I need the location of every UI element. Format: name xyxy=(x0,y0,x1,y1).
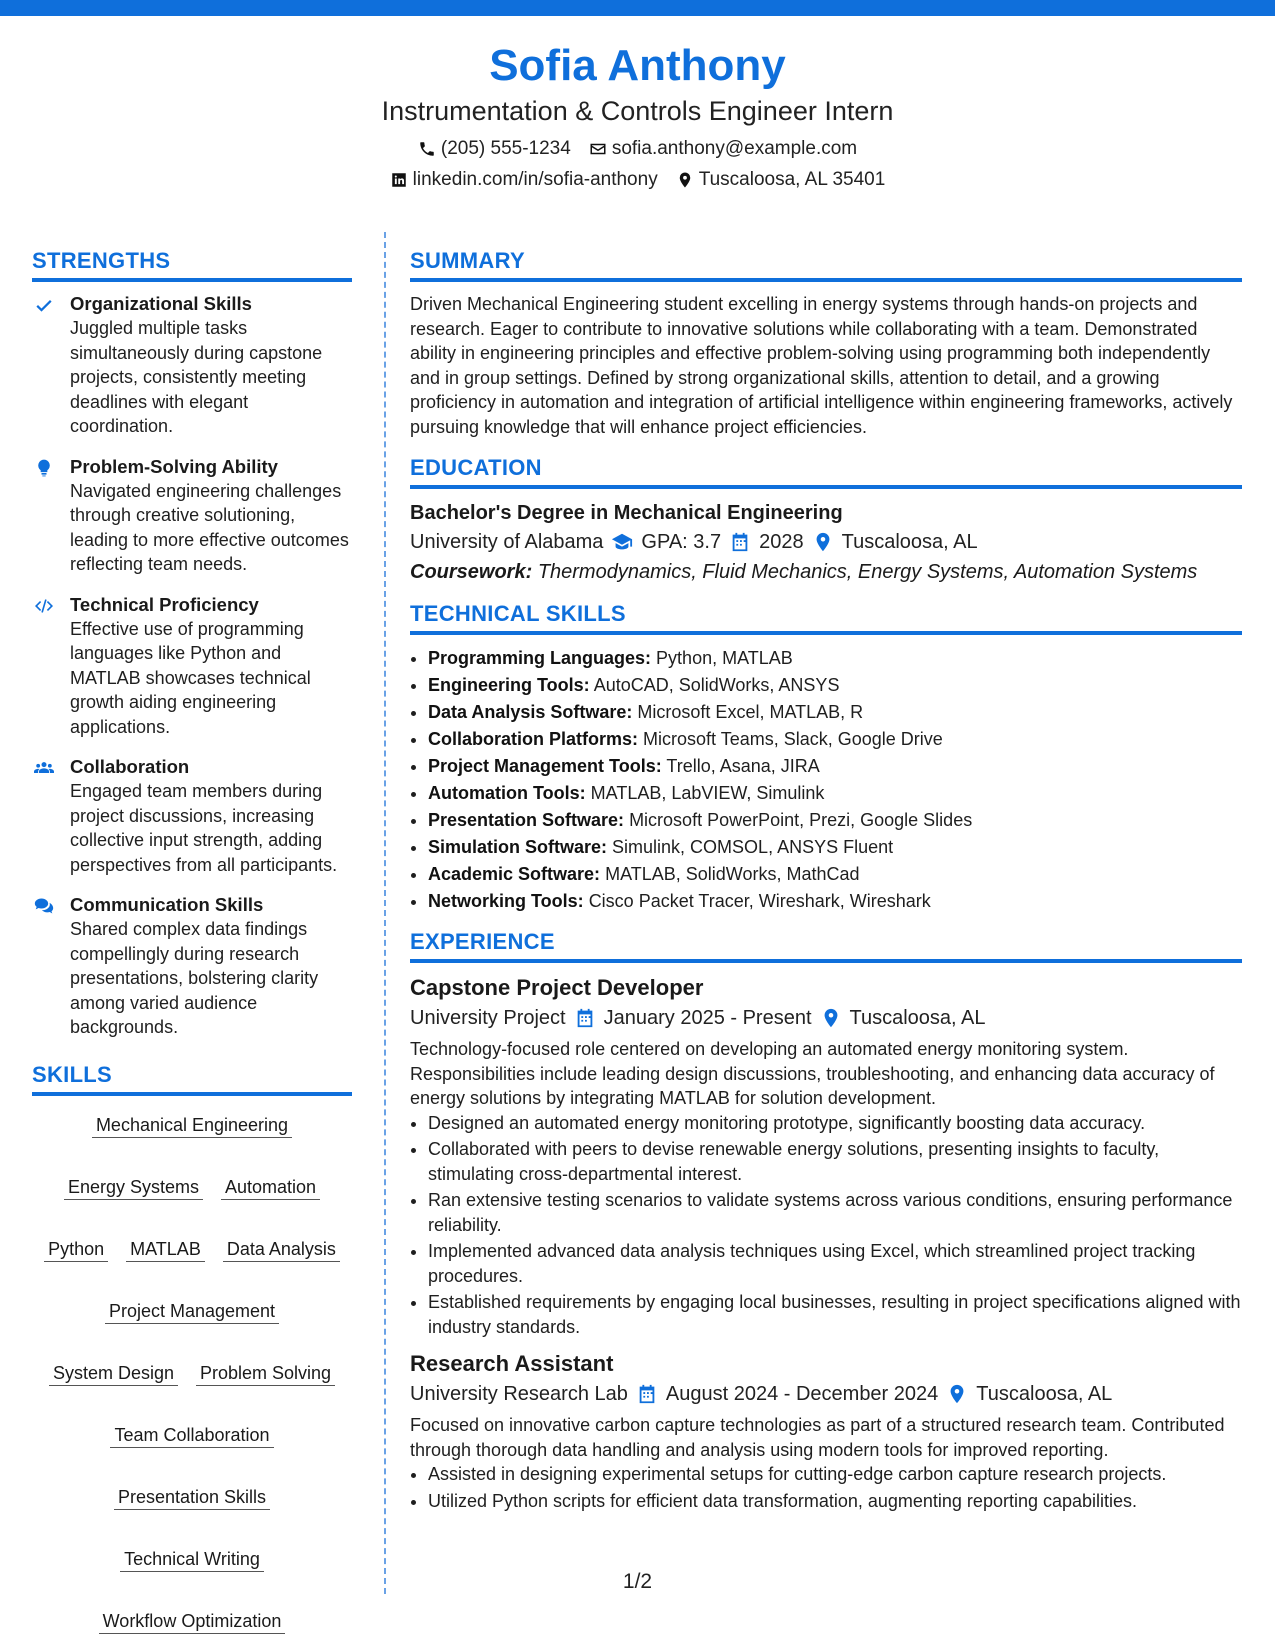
contact-row-1 xyxy=(0,137,1275,161)
users-icon xyxy=(32,755,56,877)
skill-tag: Project Management xyxy=(105,1300,279,1324)
calendar-icon xyxy=(729,531,751,553)
list-item: • Data Analysis Software: Microsoft Excel, MATLAB, R xyxy=(428,699,1242,726)
candidate-name: Sofia Anthony xyxy=(489,41,786,90)
skill-tag: Workflow Optimization xyxy=(99,1610,286,1634)
skill-tag: Presentation Skills xyxy=(114,1486,270,1510)
education-heading: EDUCATION xyxy=(410,455,1242,489)
job-description: Focused on innovative carbon capture technologies as part of a structured research team. Contributed through thorough data handling and analysis using modern tools for improved reporting. xyxy=(410,1415,1225,1460)
phone-text: (205) 555-1234 xyxy=(440,138,571,159)
calendar-icon xyxy=(636,1383,658,1405)
list-item: • Collaborated with peers to devise renewable energy solutions, presenting insights to faculty, stimulating cross-departmental interest. xyxy=(428,1137,1242,1186)
education-coursework xyxy=(410,557,1242,587)
contact-phone[interactable] xyxy=(418,137,571,161)
column-divider xyxy=(384,232,386,1594)
strength-item xyxy=(32,455,352,577)
job-meta xyxy=(410,1003,1242,1033)
list-item: • Networking Tools: Cisco Packet Tracer, Wireshark, Wireshark xyxy=(428,888,1242,915)
strength-item xyxy=(32,593,352,740)
job-entry xyxy=(410,1349,1242,1513)
strength-item xyxy=(32,893,352,1040)
page-number: 1/2 xyxy=(622,1570,653,1593)
list-item: • Simulation Software: Simulink, COMSOL, ANSYS Fluent xyxy=(428,834,1242,861)
location-text: Tuscaloosa, AL 35401 xyxy=(698,169,886,190)
job-dates: January 2025 - Present xyxy=(603,1007,812,1029)
job-title: Research Assistant xyxy=(410,1351,614,1376)
resume-header xyxy=(0,40,1275,192)
summary-heading: SUMMARY xyxy=(410,248,1242,282)
coursework-label: Coursework: xyxy=(410,561,533,583)
skill-tag: Automation xyxy=(221,1176,320,1200)
comments-icon xyxy=(32,893,56,1040)
strengths-heading: STRENGTHS xyxy=(32,248,352,282)
job-bullets xyxy=(410,1111,1242,1340)
map-pin-icon xyxy=(946,1383,968,1405)
job-org: University Project xyxy=(410,1007,566,1029)
map-pin-icon xyxy=(812,531,834,553)
job-entry xyxy=(410,973,1242,1339)
phone-icon xyxy=(418,140,436,158)
job-description: Technology-focused role centered on developing an automated energy monitoring system. Responsibilities include leading design discussions, troubleshooting, and enhancing data accuracy of energy solutions by integrating MATLAB for solution development. xyxy=(410,1039,1215,1108)
strength-desc: Shared complex data findings compellingly during research presentations, bolstering clarity among varied audience backgrounds. xyxy=(70,919,319,1037)
right-column xyxy=(410,248,1242,1523)
list-item: • Designed an automated energy monitoring prototype, significantly boosting data accuracy. xyxy=(428,1111,1242,1136)
experience-heading: EXPERIENCE xyxy=(410,929,1242,963)
contact-row-2 xyxy=(0,168,1275,192)
strength-title: Organizational Skills xyxy=(70,293,252,314)
contact-email[interactable] xyxy=(589,137,857,161)
education-year: 2028 xyxy=(759,531,804,553)
list-item: • Established requirements by engaging local businesses, resulting in project specifications aligned with industry standards. xyxy=(428,1290,1242,1339)
strength-title: Communication Skills xyxy=(70,894,264,915)
list-item: • Automation Tools: MATLAB, LabVIEW, Simulink xyxy=(428,780,1242,807)
graduation-cap-icon xyxy=(611,531,633,553)
candidate-title: Instrumentation & Controls Engineer Intern xyxy=(381,96,894,126)
list-item: • Engineering Tools: AutoCAD, SolidWorks, ANSYS xyxy=(428,672,1242,699)
strength-desc: Engaged team members during project discussions, increasing collective input strength, adding perspectives from all participants. xyxy=(70,781,338,875)
linkedin-icon xyxy=(390,171,408,189)
skill-tag: Python xyxy=(44,1238,108,1262)
skill-tag: Data Analysis xyxy=(223,1238,340,1262)
education-gpa: GPA: 3.7 xyxy=(641,531,722,553)
list-item: • Collaboration Platforms: Microsoft Teams, Slack, Google Drive xyxy=(428,726,1242,753)
education-school: University of Alabama xyxy=(410,531,604,553)
calendar-icon xyxy=(574,1007,596,1029)
list-item: • Project Management Tools: Trello, Asana, JIRA xyxy=(428,753,1242,780)
list-item: • Ran extensive testing scenarios to validate systems across various conditions, ensuring performance reliability. xyxy=(428,1188,1242,1237)
contact-linkedin[interactable] xyxy=(390,168,658,192)
linkedin-text: linkedin.com/in/sofia-anthony xyxy=(412,169,658,190)
strength-desc: Navigated engineering challenges through creative solutioning, leading to more effective outcomes reflecting team needs. xyxy=(70,480,349,574)
skill-tag: Team Collaboration xyxy=(110,1424,273,1448)
summary-text: Driven Mechanical Engineering student excelling in energy systems through hands-on projects and research. Eager to contribute to innovative solutions while collaborating with a team. Demonstrated ability in engineering principles and effective problem-solving using programming both independently and in group settings. Defined by strong organizational skills, attention to detail, and a growing proficiency in automation and integration of artificial intelligence within engineering frameworks, actively pursuing knowledge that will enhance project efficiencies. xyxy=(410,294,1233,437)
code-icon xyxy=(32,593,56,740)
lightbulb-icon xyxy=(32,455,56,577)
skill-tag: System Design xyxy=(49,1362,178,1386)
strength-title: Problem-Solving Ability xyxy=(70,455,278,477)
map-pin-icon xyxy=(676,171,694,189)
education-location: Tuscaloosa, AL xyxy=(841,531,978,553)
skills-heading: SKILLS xyxy=(32,1062,352,1096)
strength-title: Technical Proficiency xyxy=(70,593,259,615)
map-pin-icon xyxy=(820,1007,842,1029)
coursework-list: Thermodynamics, Fluid Mechanics, Energy Systems, Automation Systems xyxy=(537,561,1198,583)
contact-location xyxy=(676,168,886,192)
skill-tag: Mechanical Engineering xyxy=(92,1114,292,1138)
education-degree: Bachelor's Degree in Mechanical Engineering xyxy=(410,502,843,524)
job-org: University Research Lab xyxy=(410,1383,628,1405)
strength-item xyxy=(32,755,352,877)
education-meta xyxy=(410,527,1242,557)
list-item: • Assisted in designing experimental setups for cutting-edge carbon capture research projects. xyxy=(428,1462,1242,1487)
list-item: • Utilized Python scripts for efficient data transformation, augmenting reporting capabilities. xyxy=(428,1489,1242,1514)
skill-tag: Technical Writing xyxy=(120,1548,264,1572)
envelope-icon xyxy=(589,140,607,158)
top-accent-bar xyxy=(0,0,1275,16)
job-location: Tuscaloosa, AL xyxy=(976,1383,1113,1405)
list-item: • Programming Languages: Python, MATLAB xyxy=(428,645,1242,672)
left-column xyxy=(32,248,352,1634)
skill-tag: Problem Solving xyxy=(196,1362,335,1386)
strength-title: Collaboration xyxy=(70,756,190,777)
list-item: • Academic Software: MATLAB, SolidWorks, MathCad xyxy=(428,861,1242,888)
skill-tag: MATLAB xyxy=(126,1238,205,1262)
job-meta xyxy=(410,1379,1242,1409)
list-item: • Presentation Software: Microsoft PowerPoint, Prezi, Google Slides xyxy=(428,807,1242,834)
strength-desc: Effective use of programming languages like Python and MATLAB showcases technical growth aiding engineering applications. xyxy=(70,618,311,737)
email-text: sofia.anthony@example.com xyxy=(611,138,858,159)
strength-desc: Juggled multiple tasks simultaneously during capstone projects, consistently meeting deadlines with elegant coordination. xyxy=(70,318,323,436)
job-bullets xyxy=(410,1462,1242,1513)
job-dates: August 2024 - December 2024 xyxy=(665,1383,939,1405)
job-location: Tuscaloosa, AL xyxy=(849,1007,986,1029)
technical-skills-list xyxy=(410,645,1242,915)
skill-tag: Energy Systems xyxy=(64,1176,203,1200)
list-item: • Implemented advanced data analysis techniques using Excel, which streamlined project tracking procedures. xyxy=(428,1239,1242,1288)
technical-skills-heading: TECHNICAL SKILLS xyxy=(410,601,1242,635)
check-icon xyxy=(32,292,56,439)
job-title: Capstone Project Developer xyxy=(410,975,704,1000)
strength-item xyxy=(32,292,352,439)
skills-tag-list xyxy=(32,1106,352,1634)
